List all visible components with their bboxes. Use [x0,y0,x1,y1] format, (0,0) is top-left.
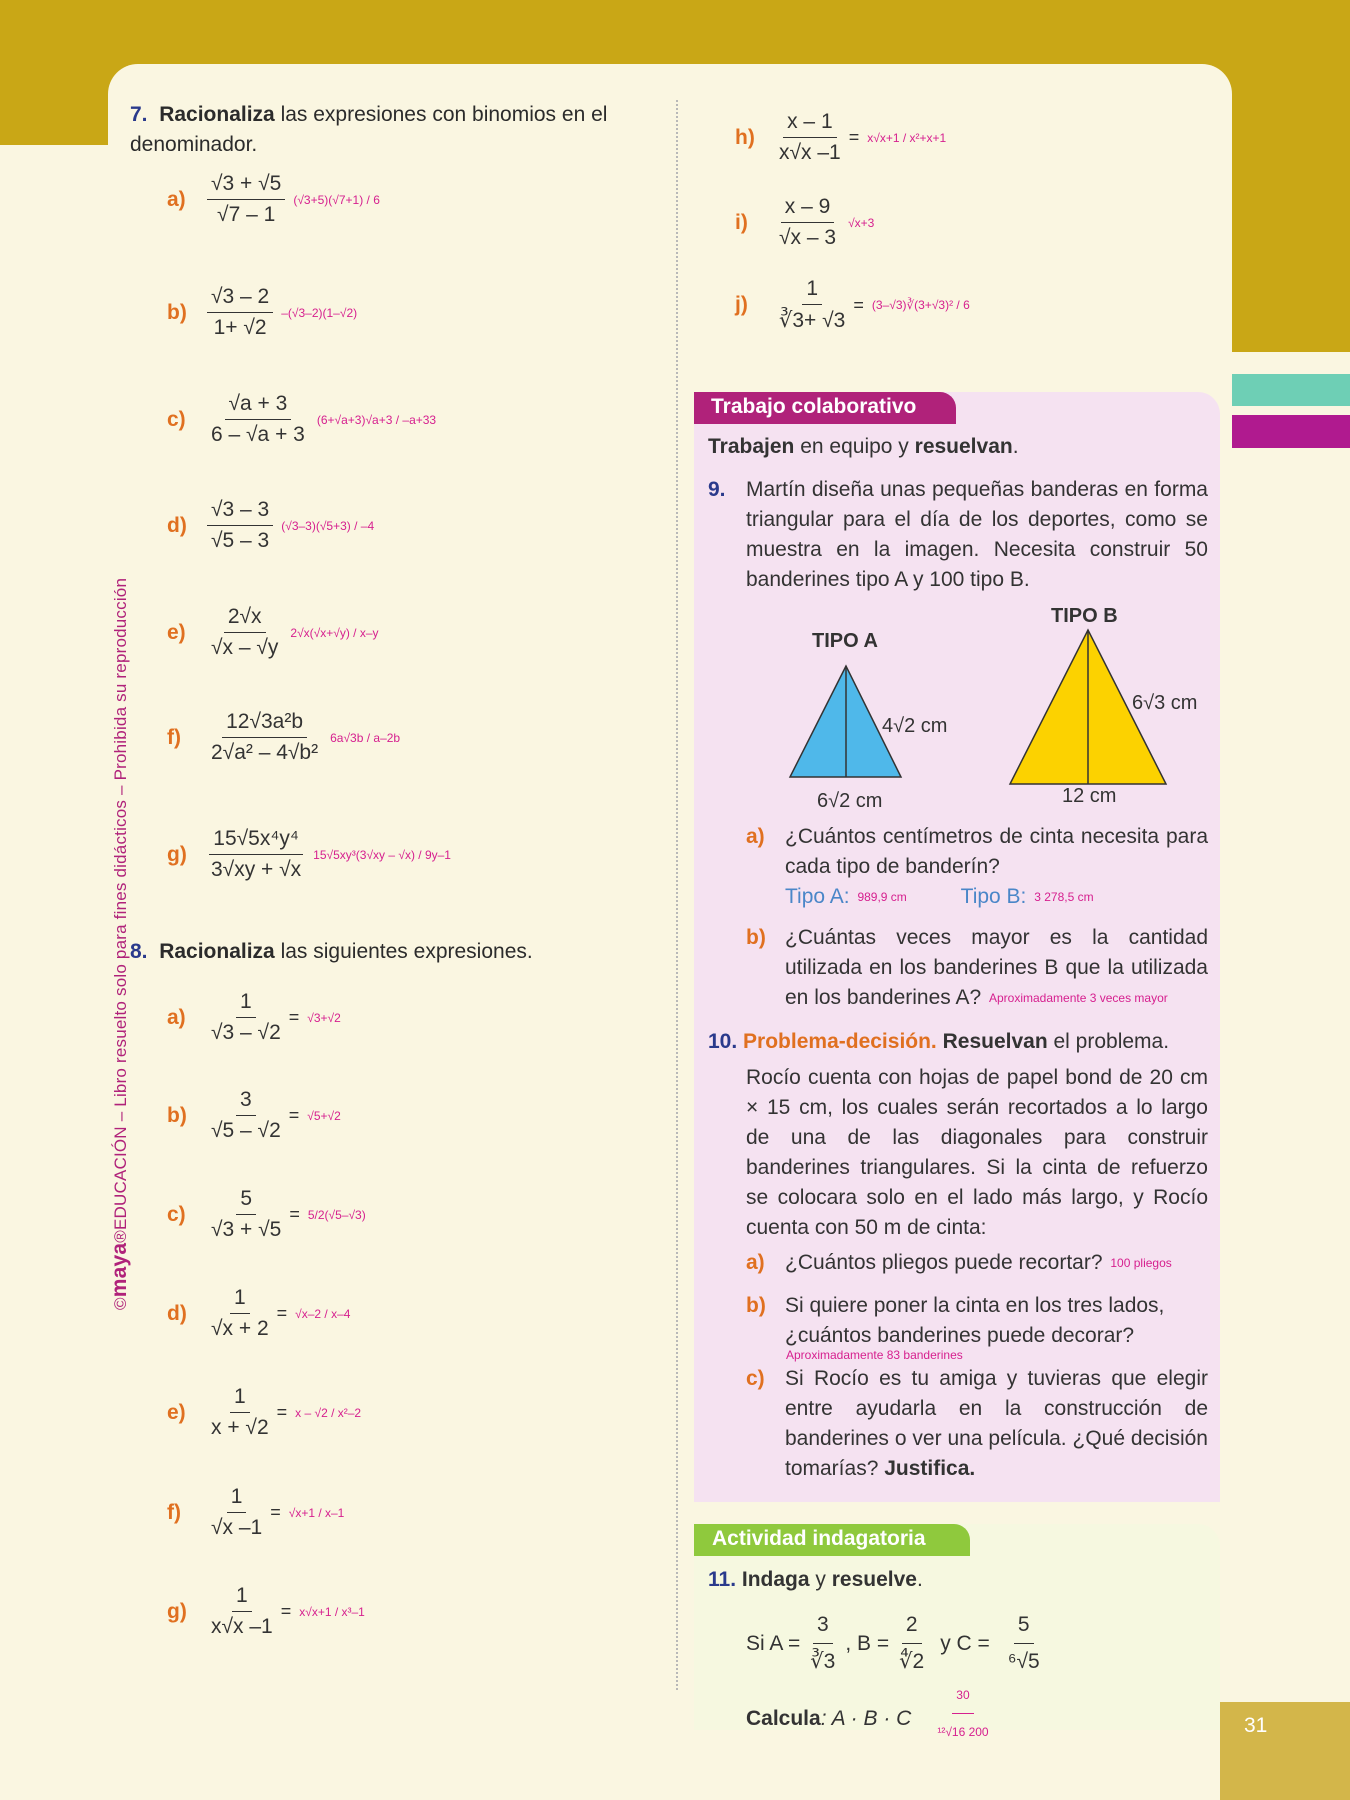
ex8-item [167,1485,344,1540]
item-fraction [207,1485,266,1540]
item-answer: √5+√2 [307,1108,341,1123]
q9a-label: a) [746,825,765,848]
q10b-answer: Aproximadamente 83 banderines [786,1348,963,1362]
fraction-numerator: 12√3a²b [222,710,307,738]
right-color-band [1232,0,1350,352]
ex8-item [167,1286,350,1341]
item-answer: (√3+5)(√7+1) / 6 [293,192,380,207]
ex7-item [735,277,970,333]
item-label: c) [167,407,186,431]
item-answer: 5/2(√5–√3) [307,1207,366,1222]
fraction-numerator: x – 1 [783,110,837,138]
item-label: a) [167,1005,186,1029]
item-answer: –(√3–2)(1–√2) [281,305,358,320]
item-fraction [207,605,282,660]
item-label: f) [167,725,181,749]
fraction-denominator: √5 – √2 [211,1119,281,1142]
fraction-denominator: x√x –1 [779,141,841,164]
item-answer: (6+√a+3)√a+3 / –a+33 [316,412,437,427]
fraction-numerator: √3 – 3 [207,498,273,526]
item-label: h) [735,125,755,149]
ex8-item [167,1187,366,1242]
ex11-heading: 11. Indaga y resuelve. [708,1568,923,1591]
item-answer: √3+√2 [307,1010,341,1025]
item-answer: 15√5xy³(3√xy – √x) / 9y–1 [313,847,451,862]
item-answer: (3–√3)∛(3+√3)² / 6 [871,298,970,312]
item-label: b) [167,1103,187,1127]
ex7-item [167,392,436,447]
fraction-numerator: 15√5x⁴y⁴ [209,827,303,855]
magenta-tab [1232,415,1350,448]
tipo-b-base: 12 cm [1062,785,1117,807]
equals-sign: = [276,1402,288,1422]
equals-sign: = [848,127,860,147]
q10c-label: c) [746,1367,765,1390]
item-answer: 6a√3b / a–2b [330,730,401,745]
ex8-heading: 8. Racionaliza las siguientes expresiones. [130,940,533,963]
fraction-numerator: √3 – 2 [207,285,273,313]
item-fraction [775,110,845,165]
item-label: i) [735,210,748,234]
tipo-a-base: 6√2 cm [817,790,883,812]
item-label: e) [167,1400,186,1424]
teal-tab [1232,374,1350,406]
item-label: f) [167,1500,181,1524]
item-answer: x – √2 / x²–2 [295,1405,362,1420]
collab-header: Trabajo colaborativo [694,392,956,424]
fraction-numerator: 1 [232,1584,252,1612]
ex10-heading: 10. Problema-decisión. Resuelvan el problema. [708,1030,1170,1053]
fraction-denominator: √5 – 3 [211,529,270,552]
item-fraction [207,990,285,1045]
q10a-label: a) [746,1251,765,1274]
equals-sign: = [289,1204,300,1224]
fraction-denominator: √3 – √2 [211,1021,281,1044]
fraction-denominator: √7 – 1 [217,203,276,226]
ex9-number: 9. [708,478,726,501]
tipo-a-side: 4√2 cm [882,715,948,737]
item-fraction [207,1385,273,1440]
fraction-denominator: 1+ √2 [213,316,267,339]
q9b-label: b) [746,926,766,949]
ex9-text: Martín diseña unas pequeñas banderas en forma triangular para el día de los deportes, como se muestra en la imagen. Necesita construir 50 banderines tipo A y 100 tipo B. [746,478,1208,591]
side-copyright: ©maya®EDUCACIÓN – Libro resuelto solo para fines didácticos – Prohibida su reproducción [108,577,131,1310]
fraction-denominator: x√x –1 [211,1615,273,1638]
ex10-text: Rocío cuenta con hojas de papel bond de 20 cm × 15 cm, los cuales serán recortados a lo largo de una de las diagonales para construir banderines triangulares. Si la cinta de refuerzo se colocara solo en el lado más largo, y Rocío cuenta con 50 m de cinta: [746,1066,1208,1239]
ex7-item [167,498,374,553]
ex11-calcula: Calcula : A · B · C $\frac{30}{\text{¹²√16 200}}$ [746,1690,993,1747]
fraction-numerator: 1 [230,1385,250,1413]
item-answer: (√3–3)(√5+3) / –4 [281,518,375,533]
fraction-numerator: √3 + √5 [207,172,285,200]
ex7-item [735,195,874,250]
fraction-numerator: 5 [236,1187,256,1215]
item-fraction [207,1187,285,1242]
ex7-item [167,285,357,340]
item-answer: x√x+1 / x³–1 [299,1604,365,1619]
fraction-denominator: x + √2 [211,1416,269,1439]
fraction-denominator: 6 – √a + 3 [211,423,305,446]
item-fraction [207,710,322,765]
tipo-b-side: 6√3 cm [1132,692,1198,714]
item-answer: √x+3 [848,215,875,230]
item-fraction [207,1286,273,1341]
item-label: d) [167,513,187,537]
item-fraction [207,172,285,227]
page-number: 31 [1220,1702,1350,1800]
fraction-denominator: 2√a² – 4√b² [211,741,319,764]
item-fraction [775,277,849,333]
equals-sign: = [270,1502,281,1522]
fraction-numerator: 1 [236,990,256,1018]
ex7-item [735,110,946,165]
fraction-denominator: √x –1 [211,1516,263,1539]
q9b-text: ¿Cuántas veces mayor es la cantidad utilizada en los banderines B que la utilizada en los banderines A? Aproximadamente 3 veces mayor [785,926,1208,1009]
item-answer: √x+1 / x–1 [288,1505,345,1520]
item-fraction [207,285,273,340]
ex7-item [167,710,400,765]
item-label: g) [167,1599,187,1623]
item-answer: √x–2 / x–4 [295,1306,351,1321]
tipo-a-label: TIPO A [812,630,878,652]
q10b-text: Si quiere poner la cinta en los tres lados, ¿cuántos banderines puede decorar? [785,1294,1165,1347]
item-fraction [207,498,273,553]
q9a-text: ¿Cuántos centímetros de cinta necesita para cada tipo de banderín? [785,825,1208,878]
ex8-item [167,1385,361,1440]
ex7-item [167,827,451,882]
ex8-item [167,1584,365,1639]
item-label: g) [167,842,187,866]
q9a-answers: Tipo A: 989,9 cm Tipo B: 3 278,5 cm [785,885,1094,908]
q10a-text: ¿Cuántos pliegos puede recortar? 100 pliegos [785,1251,1172,1274]
ex8-item [167,990,341,1045]
fraction-numerator: 1 [230,1286,250,1314]
fraction-numerator: √a + 3 [225,392,292,420]
fraction-numerator: 1 [227,1485,247,1513]
equals-sign: = [853,294,864,315]
fraction-denominator: √x – √y [211,636,279,659]
ex11-definitions: Si A = $\frac{3}{∛3}$ , B = $\frac{2}{∜2}$ y C = $\frac{5}{\text{⁶√5}}$ [746,1610,1044,1677]
equals-sign: = [288,1105,300,1125]
item-fraction [207,827,305,882]
fraction-numerator: x – 9 [781,195,835,223]
fraction-denominator: √x – 3 [779,226,837,249]
collab-intro: Trabajen en equipo y resuelvan. [708,435,1019,458]
indag-header: Actividad indagatoria [694,1524,970,1556]
equals-sign: = [276,1303,288,1323]
item-label: j) [735,293,748,316]
equals-sign: = [280,1601,292,1621]
fraction-denominator: ∛3+ √3 [779,309,846,332]
item-answer: x√x+1 / x²+x+1 [867,130,947,145]
item-label: c) [167,1202,186,1226]
ex7-heading: 7. Racionaliza las expresiones con binomios en el denominador. [130,103,608,156]
item-label: e) [167,620,186,644]
fraction-numerator: 3 [236,1088,256,1116]
fraction-numerator: 1 [802,277,822,305]
item-fraction [207,1584,277,1639]
item-label: b) [167,300,187,324]
item-fraction [207,1088,285,1143]
column-divider [676,100,678,1690]
fraction-denominator: √3 + √5 [211,1218,282,1241]
tipo-b-label: TIPO B [1051,605,1118,627]
item-label: d) [167,1301,187,1325]
ex7-item [167,605,379,660]
fraction-numerator: 2√x [224,605,266,633]
q10c-text: Si Rocío es tu amiga y tuvieras que elegir entre ayudarla en la construcción de banderines o ver una película. ¿Qué decisión tomarías? Justifica. [785,1367,1208,1480]
item-answer: 2√x(√x+√y) / x–y [290,625,379,640]
ex7-item [167,172,380,227]
q10b-label: b) [746,1294,766,1317]
fraction-denominator: 3√xy + √x [211,858,302,881]
equals-sign: = [288,1007,300,1027]
fraction-denominator: √x + 2 [211,1317,269,1340]
item-label: a) [167,187,186,211]
item-fraction [775,195,840,250]
ex8-item [167,1088,341,1143]
item-fraction [207,392,309,447]
